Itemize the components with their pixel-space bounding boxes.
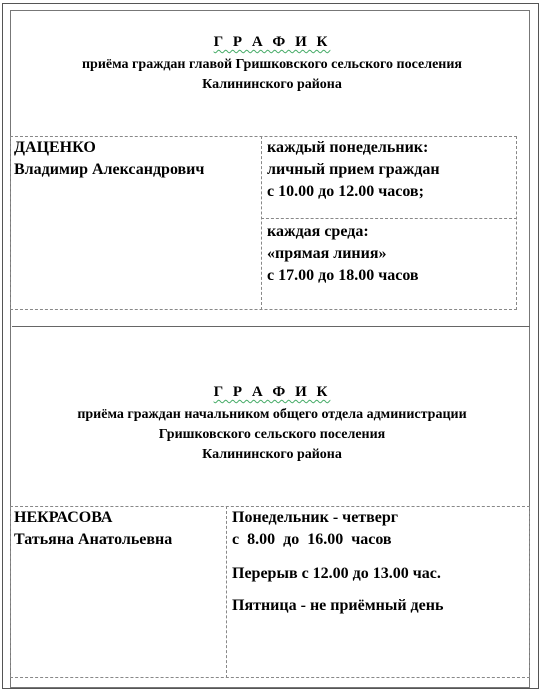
schedule2-subtitle-3: Калининского района bbox=[202, 447, 342, 462]
schedule2-friday-line: Пятница - не приёмный день bbox=[232, 597, 444, 614]
schedule1-person-name: Владимир Александрович bbox=[14, 161, 205, 178]
schedule2-subtitle-2: Гришковского сельского поселения bbox=[158, 427, 386, 442]
schedule1-slot2-line1: каждая среда: bbox=[267, 223, 369, 240]
schedule1-slot2-line3: с 17.00 до 18.00 часов bbox=[267, 267, 419, 284]
schedule1-person-surname: ДАЦЕНКО bbox=[14, 139, 96, 156]
schedule1-slot2-line2: «прямая линия» bbox=[267, 245, 387, 262]
schedule1-title bbox=[0, 34, 544, 51]
schedule1-col-divider bbox=[261, 136, 262, 310]
schedule1-slot1-line1: каждый понедельник: bbox=[267, 139, 429, 156]
schedule1-subtitle-2: Калининского района bbox=[202, 77, 342, 92]
schedule2-title bbox=[0, 384, 544, 401]
schedule2-hours-line2: с 8.00 до 16.00 часов bbox=[232, 531, 392, 548]
schedule1-subtitle-1: приёма граждан главой Гришковского сельского поселения bbox=[81, 57, 463, 72]
schedule2-hours-line1: Понедельник - четверг bbox=[232, 509, 399, 526]
schedule2-subtitle-1: приёма граждан начальником общего отдела администрации bbox=[77, 407, 467, 422]
section-divider bbox=[12, 326, 530, 327]
schedule1-row-divider bbox=[261, 218, 517, 219]
schedule2-person-name: Татьяна Анатольевна bbox=[14, 531, 173, 548]
schedule1-title-text: Г Р А Ф И К bbox=[213, 34, 331, 50]
schedule2-col-divider bbox=[226, 506, 227, 678]
schedule2-break-line: Перерыв с 12.00 до 13.00 час. bbox=[232, 565, 441, 582]
schedule1-slot1-line3: с 10.00 до 12.00 часов; bbox=[267, 183, 424, 200]
schedule2-title-text: Г Р А Ф И К bbox=[213, 384, 331, 400]
schedule2-person-surname: НЕКРАСОВА bbox=[14, 509, 113, 526]
schedule1-slot1-line2: личный прием граждан bbox=[267, 161, 440, 178]
